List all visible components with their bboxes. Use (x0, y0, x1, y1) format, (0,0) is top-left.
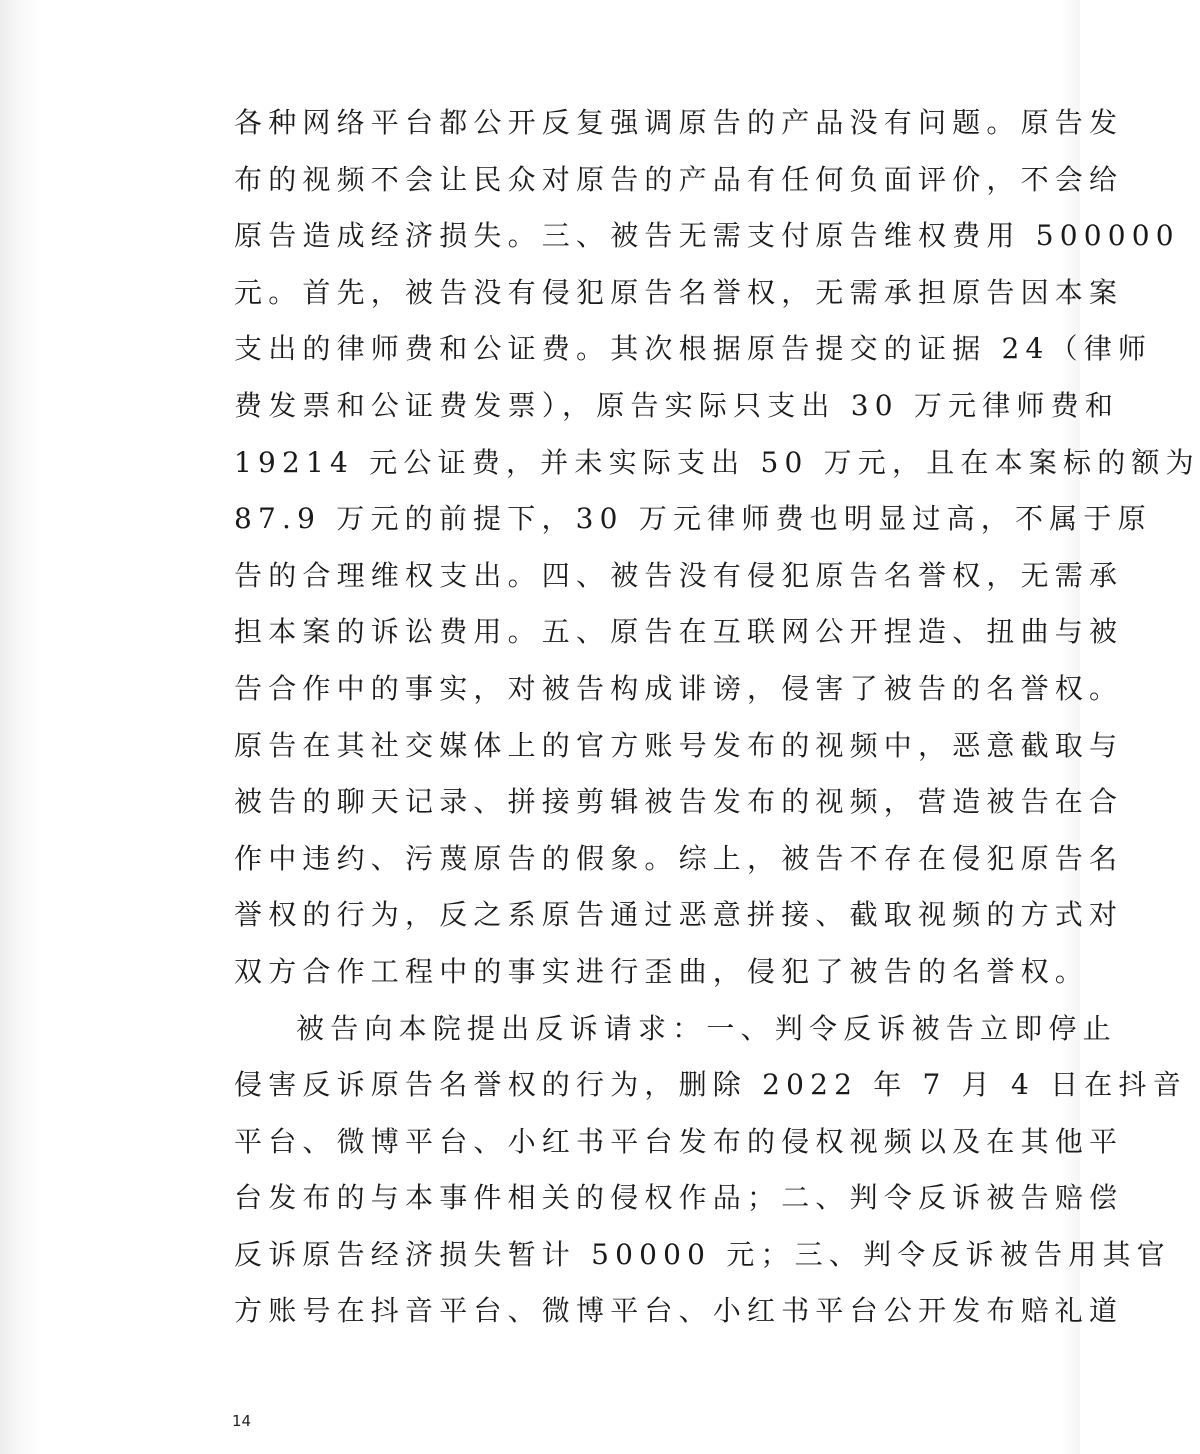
text-line: 作中违约、污蔑原告的假象。综上，被告不存在侵犯原告名 (234, 841, 1124, 875)
text-line: 反诉原告经济损失暂计 50000 元；三、判令反诉被告用其官 (234, 1237, 1171, 1271)
text-line: 担本案的诉讼费用。五、原告在互联网公开捏造、扭曲与被 (234, 615, 1124, 649)
text-line: 台发布的与本事件相关的侵权作品；二、判令反诉被告赔偿 (234, 1181, 1124, 1215)
text-line: 告合作中的事实，对被告构成诽谤，侵害了被告的名誉权。 (234, 671, 1124, 705)
text-line: 87.9 万元的前提下，30 万元律师费也明显过高，不属于原 (234, 502, 1152, 536)
text-line: 19214 元公证费，并未实际支出 50 万元，且在本案标的额为 (234, 445, 1200, 479)
text-line: 告的合理维权支出。四、被告没有侵犯原告名誉权，无需承 (234, 558, 1124, 592)
body-text (234, 95, 1200, 1340)
text-line: 原告在其社交媒体上的官方账号发布的视频中，恶意截取与 (234, 728, 1124, 762)
text-line: 被告的聊天记录、拼接剪辑被告发布的视频，营造被告在合 (234, 785, 1124, 819)
text-line: 方账号在抖音平台、微博平台、小红书平台公开发布赔礼道 (234, 1294, 1124, 1328)
text-line: 誉权的行为，反之系原告通过恶意拼接、截取视频的方式对 (234, 898, 1124, 932)
text-line: 布的视频不会让民众对原告的产品有任何负面评价，不会给 (234, 162, 1124, 196)
text-line: 各种网络平台都公开反复强调原告的产品没有问题。原告发 (234, 106, 1124, 139)
text-line: 费发票和公证费发票），原告实际只支出 30 万元律师费和 (234, 388, 1120, 422)
paragraph-end-line: 双方合作工程中的事实进行歪曲，侵犯了被告的名誉权。 (234, 954, 1090, 988)
text-line: 支出的律师费和公证费。其次根据原告提交的证据 24（律师 (234, 332, 1153, 366)
page-number: 14 (232, 1412, 252, 1430)
text-line: 平台、微博平台、小红书平台发布的侵权视频以及在其他平 (234, 1124, 1124, 1158)
text-line: 侵害反诉原告名誉权的行为，删除 2022 年 7 月 4 日在抖音 (234, 1068, 1187, 1102)
text-line: 元。首先，被告没有侵犯原告名誉权，无需承担原告因本案 (234, 275, 1124, 309)
paragraph-start-line: 被告向本院提出反诉请求：一、判令反诉被告立即停止 (296, 1011, 1117, 1045)
text-line: 原告造成经济损失。三、被告无需支付原告维权费用 500000 (234, 219, 1180, 253)
